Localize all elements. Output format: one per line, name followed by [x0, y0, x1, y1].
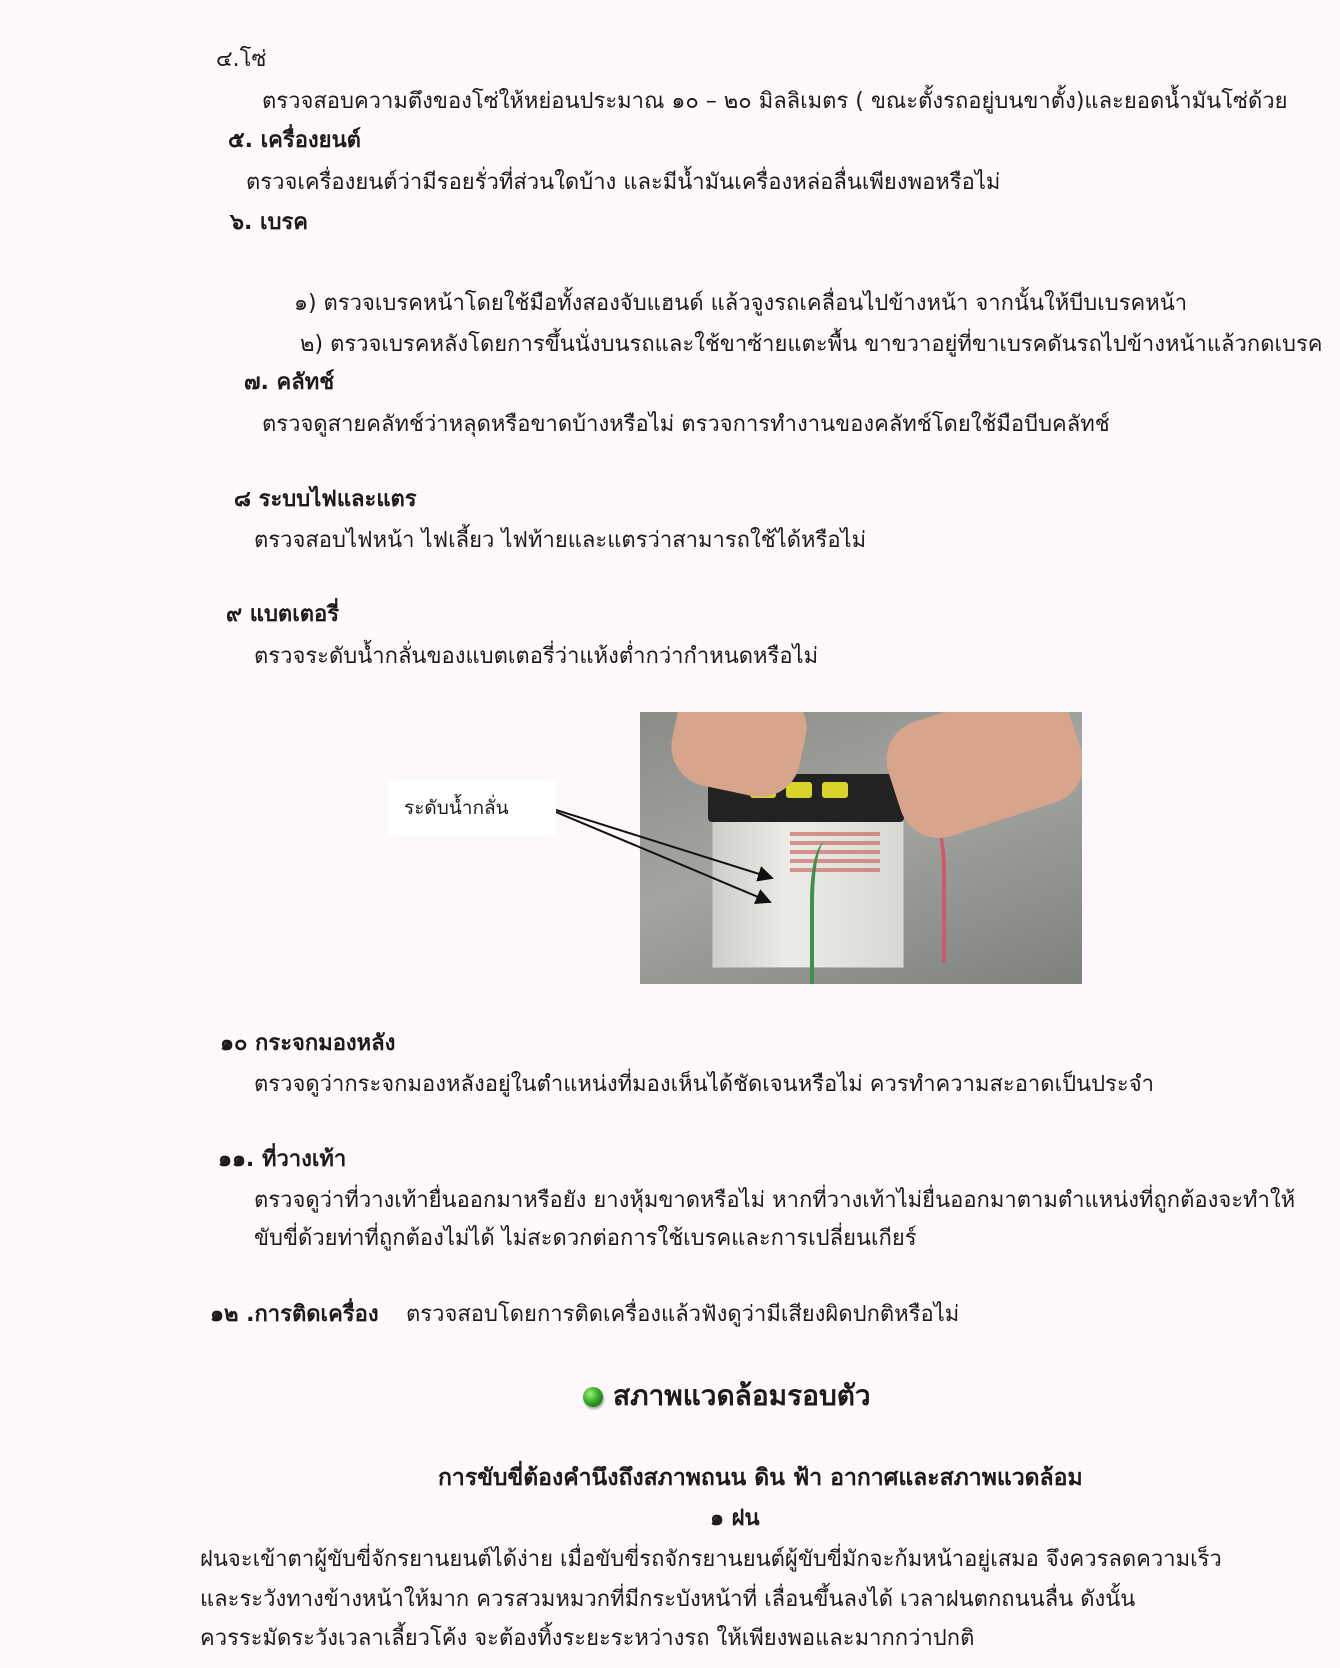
section-body-engine: ตรวจเครื่องยนต์ว่ามีรอยรั่วที่ส่วนใดบ้าง และมีน้ำมันเครื่องหล่อลื่นเพียงพอหรือไม่ — [246, 170, 1001, 195]
section-heading-battery: ๙ แบตเตอรี่ — [226, 602, 340, 627]
battery-cap — [822, 782, 848, 798]
environment-subtitle: การขับขี่ต้องคำนึงถึงสภาพถนน ดิน ฟ้า อากาศและสภาพแวดล้อม — [438, 1465, 1083, 1491]
section-body-footrest-line2: ขับขี่ด้วยท่าที่ถูกต้องไม่ได้ ไม่สะดวกต่อการใช้เบรคและการเปลี่ยนเกียร์ — [254, 1226, 917, 1251]
section-body-mirror: ตรวจดูว่ากระจกมองหลังอยู่ในตำแหน่งที่มองเห็นได้ชัดเจนหรือไม่ ควรทำความสะอาดเป็นประจำ — [254, 1072, 1154, 1097]
section-heading-ignition: ๑๒ .การติดเครื่อง — [210, 1302, 379, 1327]
section-body-battery: ตรวจระดับน้ำกลั่นของแบตเตอรี่ว่าแห้งต่ำกว่ากำหนดหรือไม่ — [254, 644, 819, 669]
section-heading-mirror: ๑๐ กระจกมองหลัง — [220, 1031, 396, 1056]
rain-heading: ๑ ฝน — [710, 1506, 760, 1531]
figure-label: ระดับน้ำกลั่น — [388, 780, 556, 836]
section-body-brake-front: ๑) ตรวจเบรคหน้าโดยใช้มือทั้งสองจับแฮนด์ แล้วจูงรถเคลื่อนไปข้างหน้า จากนั้นให้บีบเบรคหน้า — [294, 291, 1188, 316]
section-heading-brake: ๖. เบรค — [230, 210, 308, 235]
section-heading-lights-horn: ๘ ระบบไฟและแตร — [234, 487, 417, 512]
rain-paragraph-line3: ควรระมัดระวังเวลาเลี้ยวโค้ง จะต้องทิ้งระยะระหว่างรถ ให้เพียงพอและมากกว่าปกติ — [200, 1626, 975, 1651]
section-body-ignition: ตรวจสอบโดยการติดเครื่องแล้วฟังดูว่ามีเสียงผิดปกติหรือไม่ — [406, 1302, 960, 1327]
section-heading-engine: ๕. เครื่องยนต์ — [228, 128, 361, 153]
section-heading-clutch: ๗. คลัทช์ — [244, 370, 335, 395]
rain-paragraph-line1: ฝนจะเข้าตาผู้ขับขี่จักรยานยนต์ได้ง่าย เมื่อขับขี่รถจักรยานยนต์ผู้ขับขี่มักจะก้มหน้าอยู่เสมอ จึงควรลดความเร็ว — [200, 1547, 1222, 1572]
figure-arrows — [556, 800, 796, 920]
section-body-clutch: ตรวจดูสายคลัทช์ว่าหลุดหรือขาดบ้างหรือไม่ ตรวจการทำงานของคลัทช์โดยใช้มือบีบคลัทช์ — [262, 412, 1110, 437]
environment-title: สภาพแวดล้อมรอบตัว — [613, 1379, 871, 1412]
section-body-lights-horn: ตรวจสอบไฟหน้า ไฟเลี้ยว ไฟท้ายและแตรว่าสามารถใช้ได้หรือไม่ — [254, 528, 867, 553]
section-body-footrest-line1: ตรวจดูว่าที่วางเท้ายื่นออกมาหรือยัง ยางหุ้มขาดหรือไม่ หากที่วางเท้าไม่ยื่นออกมาตามตำแหน่งที่ถูกต้องจะทำให้ — [254, 1188, 1296, 1213]
section-heading-chain: ๔.โซ่ — [216, 47, 267, 72]
green-bullet-icon — [583, 1387, 603, 1407]
section-heading-footrest: ๑๑. ที่วางเท้า — [218, 1147, 347, 1172]
section-body-chain: ตรวจสอบความตึงของโซ่ให้หย่อนประมาณ ๑๐ – ๒๐ มิลลิเมตร ( ขณะตั้งรถอยู่บนขาตั้ง)และยอดน้ำมันโซ่ด้วย — [262, 89, 1288, 114]
battery-cap — [786, 782, 812, 798]
rain-paragraph-line2: และระวังทางข้างหน้าให้มาก ควรสวมหมวกที่มีกระบังหน้าที่ เลื่อนขึ้นลงได้ เวลาฝนตกถนนลื่น ดังนั้น — [200, 1587, 1136, 1612]
green-wire — [810, 842, 848, 984]
section-body-brake-rear: ๒) ตรวจเบรคหลังโดยการขึ้นนั่งบนรถและใช้ขาซ้ายแตะพื้น ขาขวาอยู่ที่ขาเบรคดันรถไปข้างหน้าแล้วกดเบรค — [300, 332, 1323, 357]
